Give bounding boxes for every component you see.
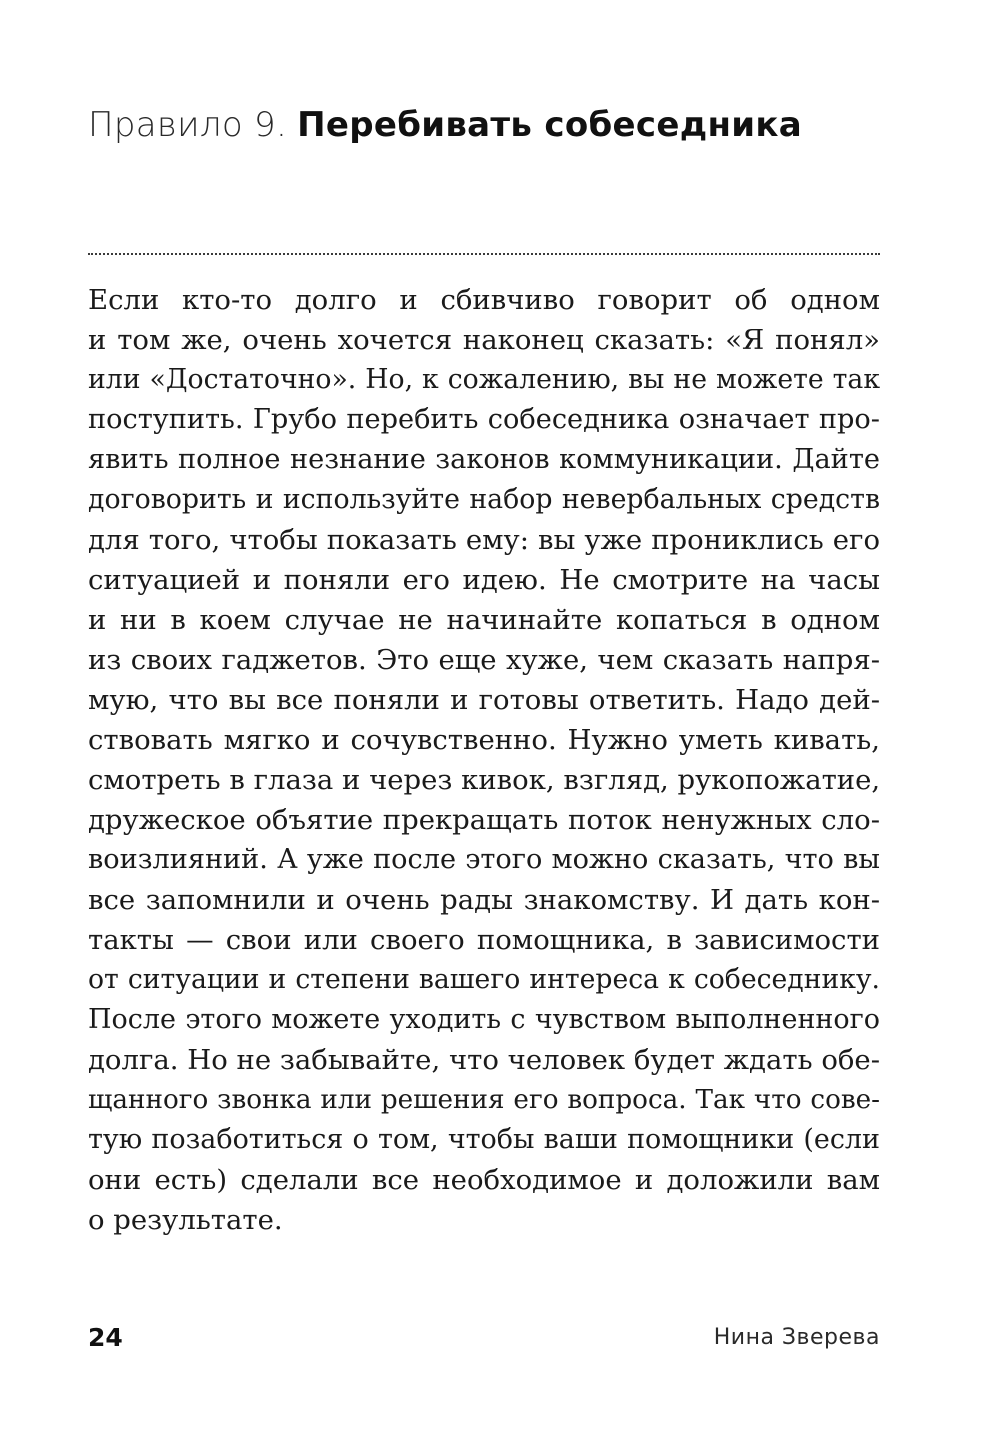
text-line: и ни в коем случае не начинайте копаться в одном: [88, 604, 880, 636]
dotted-divider: [88, 253, 880, 255]
rule-title: Перебивать собеседника: [297, 105, 802, 145]
text-line: все запомнили и очень рады знакомству. И дать кон-: [88, 884, 880, 916]
text-line: от ситуации и степени вашего интереса к собеседнику.: [88, 964, 880, 995]
text-line: такты — свои или своего помощника, в зависимости: [88, 924, 880, 956]
text-line: из своих гаджетов. Это еще хуже, чем сказать напря-: [88, 644, 880, 676]
text-line: тую позаботиться о том, чтобы ваши помощники (если: [88, 1124, 880, 1155]
text-line: для того, чтобы показать ему: вы уже прониклись его: [88, 524, 880, 556]
text-line: щанного звонка или решения его вопроса. Так что сове-: [88, 1085, 880, 1115]
text-line: явить полное незнание законов коммуникации. Дайте: [88, 444, 880, 475]
text-line: или «Достаточно». Но, к сожалению, вы не можете так: [88, 364, 880, 395]
rule-number: Правило 9.: [88, 105, 288, 145]
page-number: 24: [88, 1323, 123, 1352]
text-line: поступить. Грубо перебить собеседника означает про-: [88, 404, 880, 435]
text-line: мую, что вы все поняли и готовы ответить. Надо дей-: [88, 684, 880, 716]
text-line: долга. Но не забывайте, что человек будет ждать обе-: [88, 1044, 880, 1076]
text-line: Если кто-то долго и сбивчиво говорит об одном: [88, 284, 880, 316]
text-line: ситуацией и поняли его идею. Не смотрите на часы: [88, 564, 880, 596]
body-paragraph: [88, 280, 880, 1240]
author-name: Нина Зверева: [713, 1325, 880, 1350]
text-line: и том же, очень хочется наконец сказать: «Я понял»: [88, 324, 880, 356]
text-line: ствовать мягко и сочувственно. Нужно уметь кивать,: [88, 724, 880, 756]
text-line: договорить и используйте набор невербальных средств: [88, 484, 880, 515]
text-line: воизлияний. А уже после этого можно сказать, что вы: [88, 844, 880, 875]
chapter-heading: [88, 100, 802, 150]
text-line: дружеское объятие прекращать поток ненужных сло-: [88, 804, 880, 836]
text-line: о результате.: [88, 1204, 283, 1236]
text-line: После этого можете уходить с чувством выполненного: [88, 1004, 880, 1035]
text-line: они есть) сделали все необходимое и доложили вам: [88, 1164, 880, 1196]
page-footer: [88, 1318, 880, 1358]
text-line: смотреть в глаза и через кивок, взгляд, рукопожатие,: [88, 764, 881, 796]
